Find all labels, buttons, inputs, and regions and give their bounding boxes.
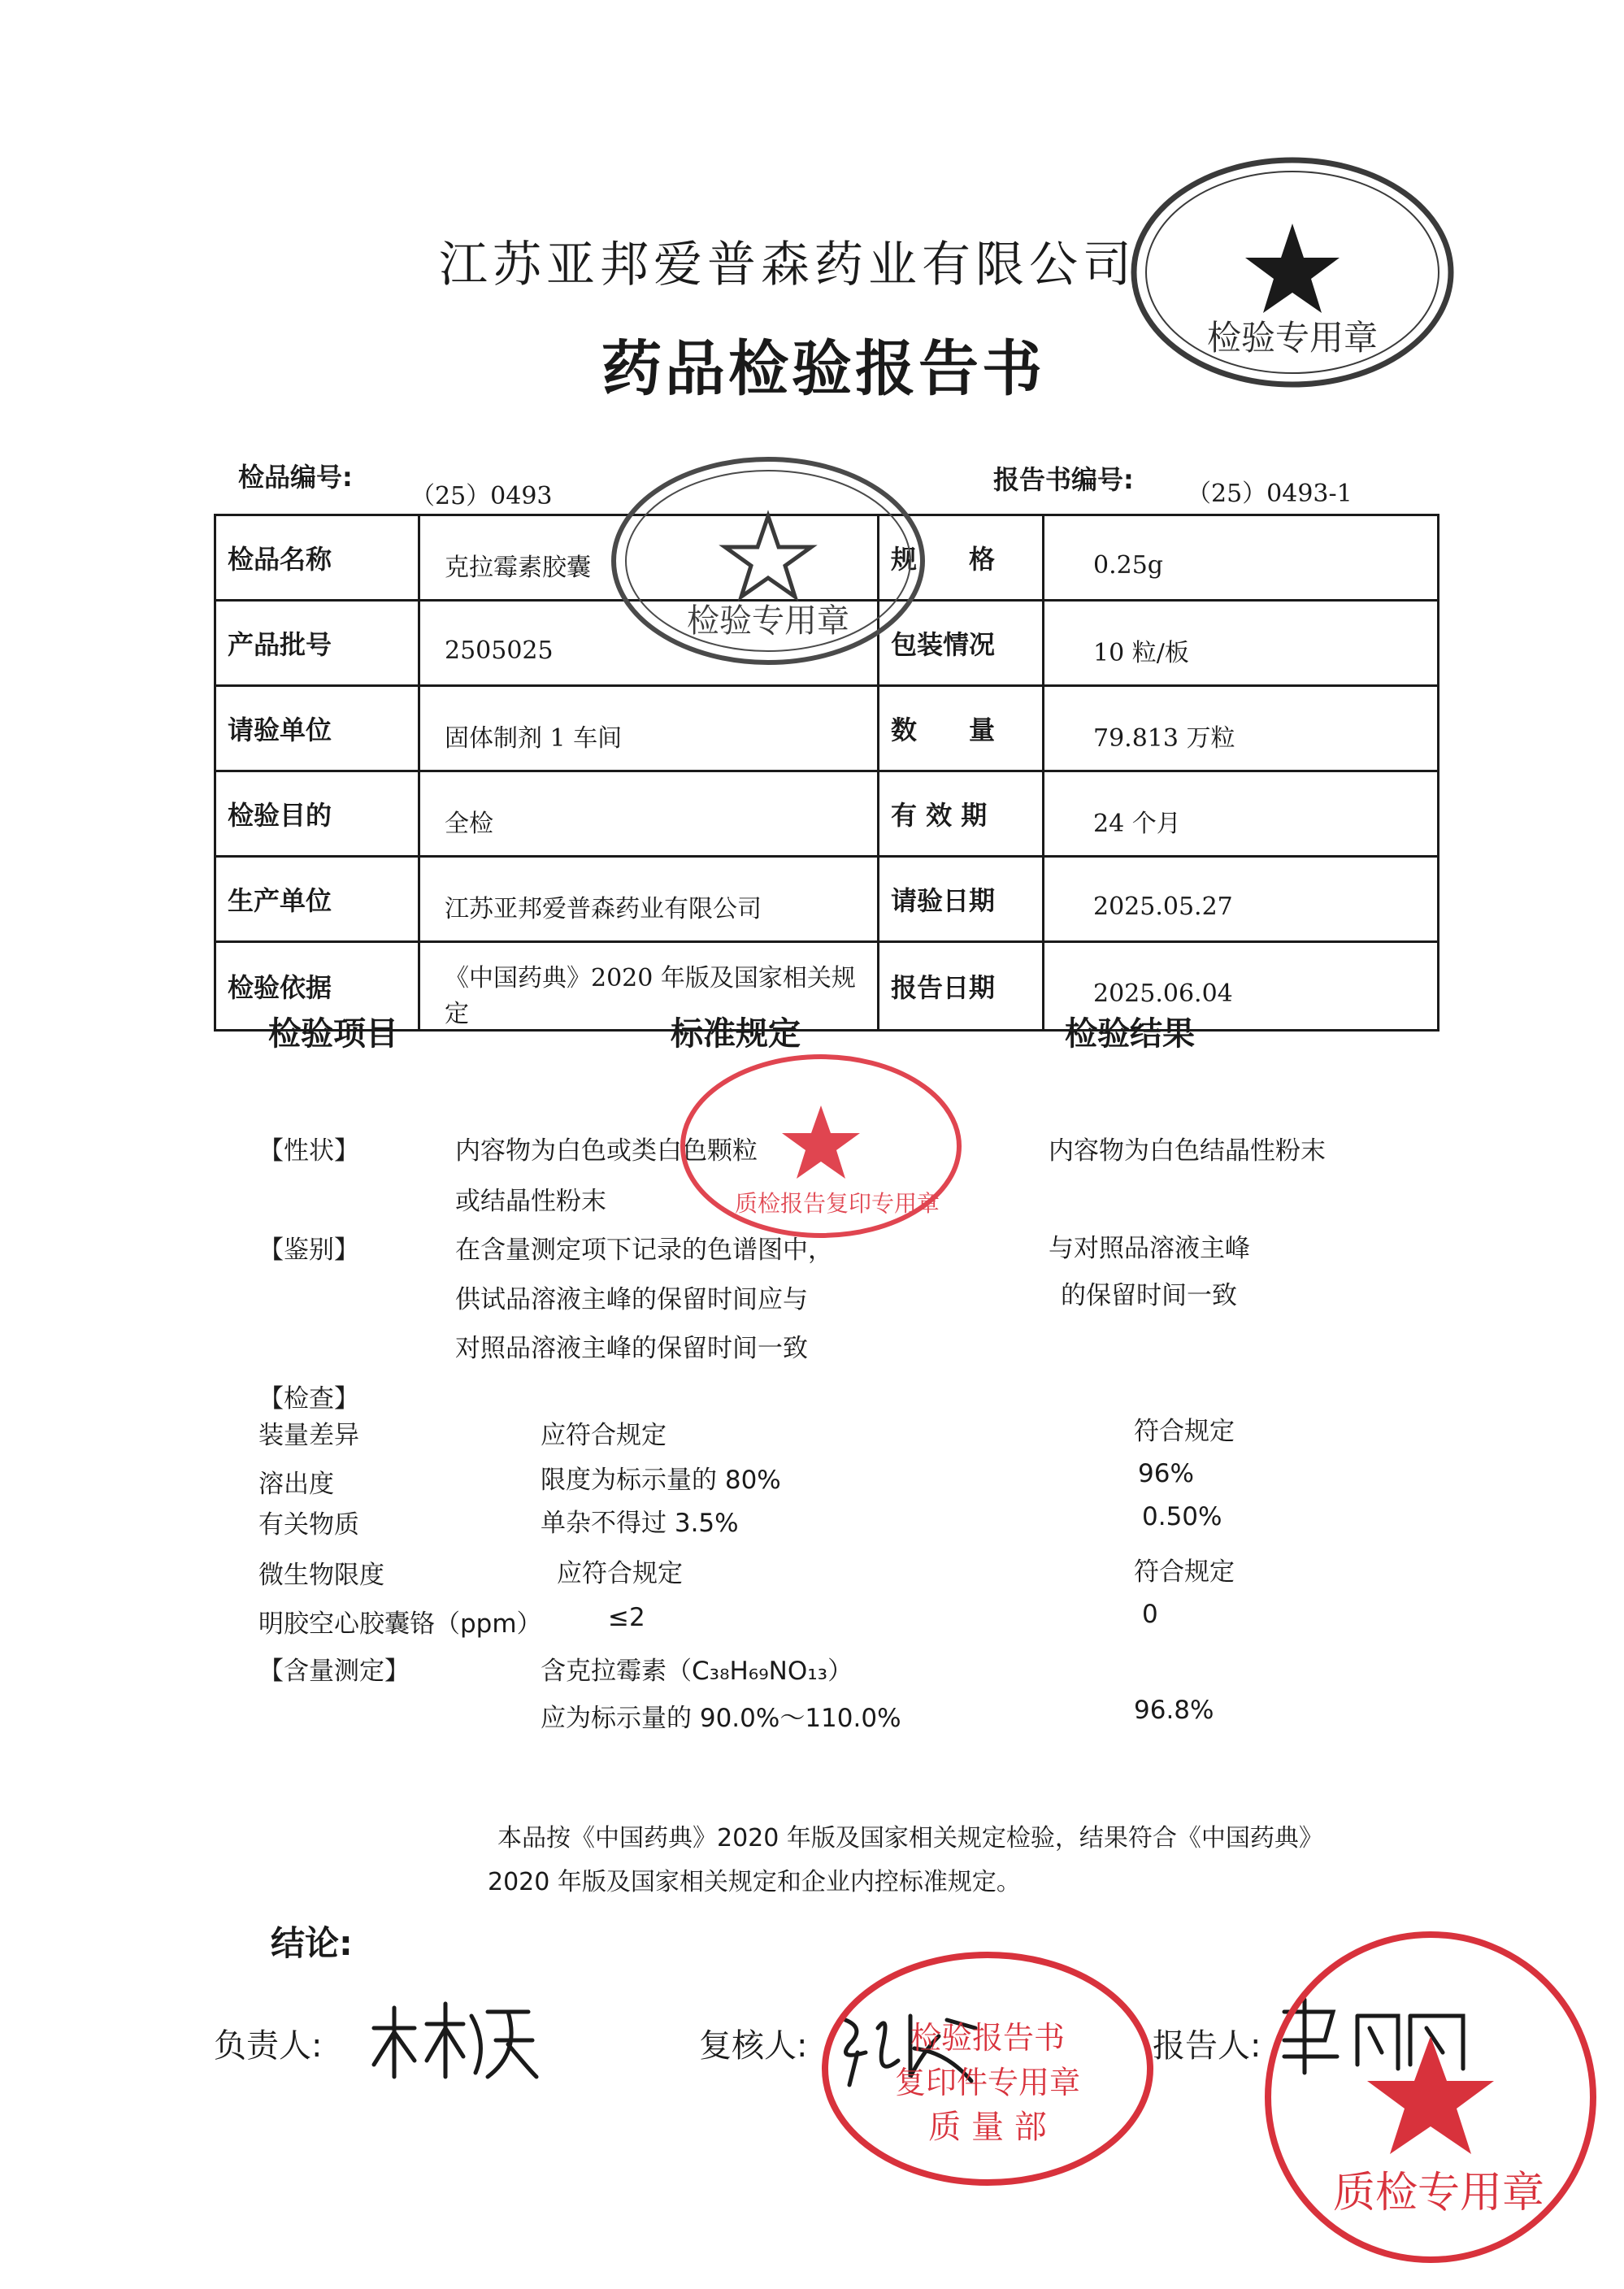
check-standard: 单杂不得过 3.5%	[541, 1509, 739, 1538]
manufacturer: 江苏亚邦爱普森药业有限公司	[419, 857, 879, 942]
column-header-item: 检验项目	[268, 1015, 398, 1053]
spec-value: 0.25g	[1044, 515, 1439, 601]
check-result: 符合规定	[1134, 1417, 1235, 1446]
report-title: 药品检验报告书	[601, 334, 1045, 404]
svg-text:质 量 部: 质 量 部	[928, 2109, 1047, 2146]
report-date-label: 报告日期	[879, 942, 1044, 1031]
check-result: 0.50%	[1142, 1502, 1222, 1531]
check-result: 96%	[1138, 1459, 1194, 1488]
copy-seal-red-middle	[675, 1049, 967, 1244]
product-name: 克拉霉素胶囊	[419, 515, 879, 601]
product-name-label: 检品名称	[215, 515, 419, 601]
company-name: 江苏亚邦爱普森药业有限公司	[439, 237, 1136, 293]
appearance-standard-line2: 或结晶性粉末	[455, 1187, 606, 1216]
check-name: 装量差异	[258, 1421, 359, 1450]
purpose: 全检	[419, 771, 879, 857]
check-name: 微生物限度	[258, 1561, 384, 1590]
svg-text:质检专用章: 质检专用章	[1332, 2169, 1545, 2217]
check-result: 符合规定	[1134, 1557, 1235, 1587]
svg-text:检验报告书: 检验报告书	[910, 2020, 1066, 2056]
validity-label: 有 效 期	[879, 771, 1044, 857]
requester-label: 请验单位	[215, 686, 419, 771]
checks-label: 【检查】	[258, 1384, 359, 1414]
reporter-label: 报告人:	[1153, 2027, 1261, 2065]
check-standard: 应符合规定	[541, 1421, 667, 1450]
copy-seal-red-center	[817, 1947, 1158, 2191]
assay-standard-line1: 含克拉霉素（C₃₈H₆₉NO₁₃）	[541, 1657, 853, 1686]
report-no-label: 报告书编号:	[993, 464, 1134, 495]
check-result: 0	[1142, 1600, 1158, 1629]
check-name: 溶出度	[258, 1470, 334, 1499]
basis-label: 检验依据	[215, 942, 419, 1031]
column-header-result: 检验结果	[1065, 1015, 1195, 1053]
assay-label: 【含量测定】	[258, 1657, 410, 1686]
packaging-label: 包装情况	[879, 601, 1044, 686]
check-name: 有关物质	[258, 1510, 359, 1540]
report-date: 2025.06.04	[1044, 942, 1439, 1031]
svg-text:检验专用章: 检验专用章	[687, 602, 849, 640]
table-row	[215, 686, 1439, 771]
conclusion-label: 结论:	[271, 1923, 353, 1963]
packaging-value: 10 粒/板	[1044, 601, 1439, 686]
assay-standard-line2: 应为标示量的 90.0%～110.0%	[541, 1704, 901, 1733]
basis: 《中国药典》2020 年版及国家相关规定	[419, 942, 879, 1031]
identification-standard-line1: 在含量测定项下记录的色谱图中，	[455, 1236, 833, 1265]
request-date-label: 请验日期	[879, 857, 1044, 942]
sample-no-label: 检品编号:	[238, 462, 353, 493]
identification-result-line1: 与对照品溶液主峰	[1049, 1234, 1250, 1263]
appearance-result: 内容物为白色结晶性粉末	[1049, 1136, 1326, 1166]
identification-result-line2: 的保留时间一致	[1061, 1281, 1237, 1310]
table-row	[215, 942, 1439, 1031]
purpose-label: 检验目的	[215, 771, 419, 857]
inspection-seal-table	[606, 451, 931, 671]
svg-text:检验专用章: 检验专用章	[1206, 318, 1379, 358]
reviewer-label: 复核人:	[699, 2027, 808, 2065]
responsible-signature	[366, 1996, 545, 2085]
assay-result: 96.8%	[1134, 1696, 1214, 1725]
check-name: 明胶空心胶囊铬（ppm）	[258, 1609, 542, 1639]
quality-seal-red-right	[1252, 1926, 1609, 2268]
appearance-standard-line1: 内容物为白色或类白色颗粒	[455, 1136, 758, 1166]
spec-label: 规 格	[879, 515, 1044, 601]
batch-no-label: 产品批号	[215, 601, 419, 686]
identification-standard-line2: 供试品溶液主峰的保留时间应与	[455, 1285, 808, 1314]
table-row	[215, 771, 1439, 857]
quantity-label: 数 量	[879, 686, 1044, 771]
inspection-seal-top-right	[1126, 150, 1459, 394]
report-no: （25）0493-1	[1187, 480, 1353, 508]
svg-text:复印件专用章: 复印件专用章	[894, 2065, 1081, 2100]
check-standard: 应符合规定	[557, 1559, 683, 1588]
appearance-label: 【性状】	[258, 1136, 359, 1166]
conclusion-text-line2: 2020 年版及国家相关规定和企业内控标准规定。	[488, 1868, 1021, 1896]
column-header-standard: 标准规定	[671, 1015, 801, 1053]
identification-standard-line3: 对照品溶液主峰的保留时间一致	[455, 1334, 808, 1363]
requester: 固体制剂 1 车间	[419, 686, 879, 771]
check-standard: 限度为标示量的 80%	[541, 1466, 781, 1495]
table-row	[215, 857, 1439, 942]
svg-text:质检报告复印专用章: 质检报告复印专用章	[734, 1190, 940, 1217]
batch-no: 2505025	[419, 601, 879, 686]
conclusion-text-line1: 本品按《中国药典》2020 年版及国家相关规定检验，结果符合《中国药典》	[497, 1824, 1323, 1852]
quantity-value: 79.813 万粒	[1044, 686, 1439, 771]
validity-value: 24 个月	[1044, 771, 1439, 857]
request-date: 2025.05.27	[1044, 857, 1439, 942]
responsible-label: 负责人:	[214, 2027, 323, 2065]
manufacturer-label: 生产单位	[215, 857, 419, 942]
identification-label: 【鉴别】	[258, 1236, 359, 1265]
sample-no: （25）0493	[410, 482, 553, 510]
check-standard: ≤2	[608, 1603, 645, 1632]
